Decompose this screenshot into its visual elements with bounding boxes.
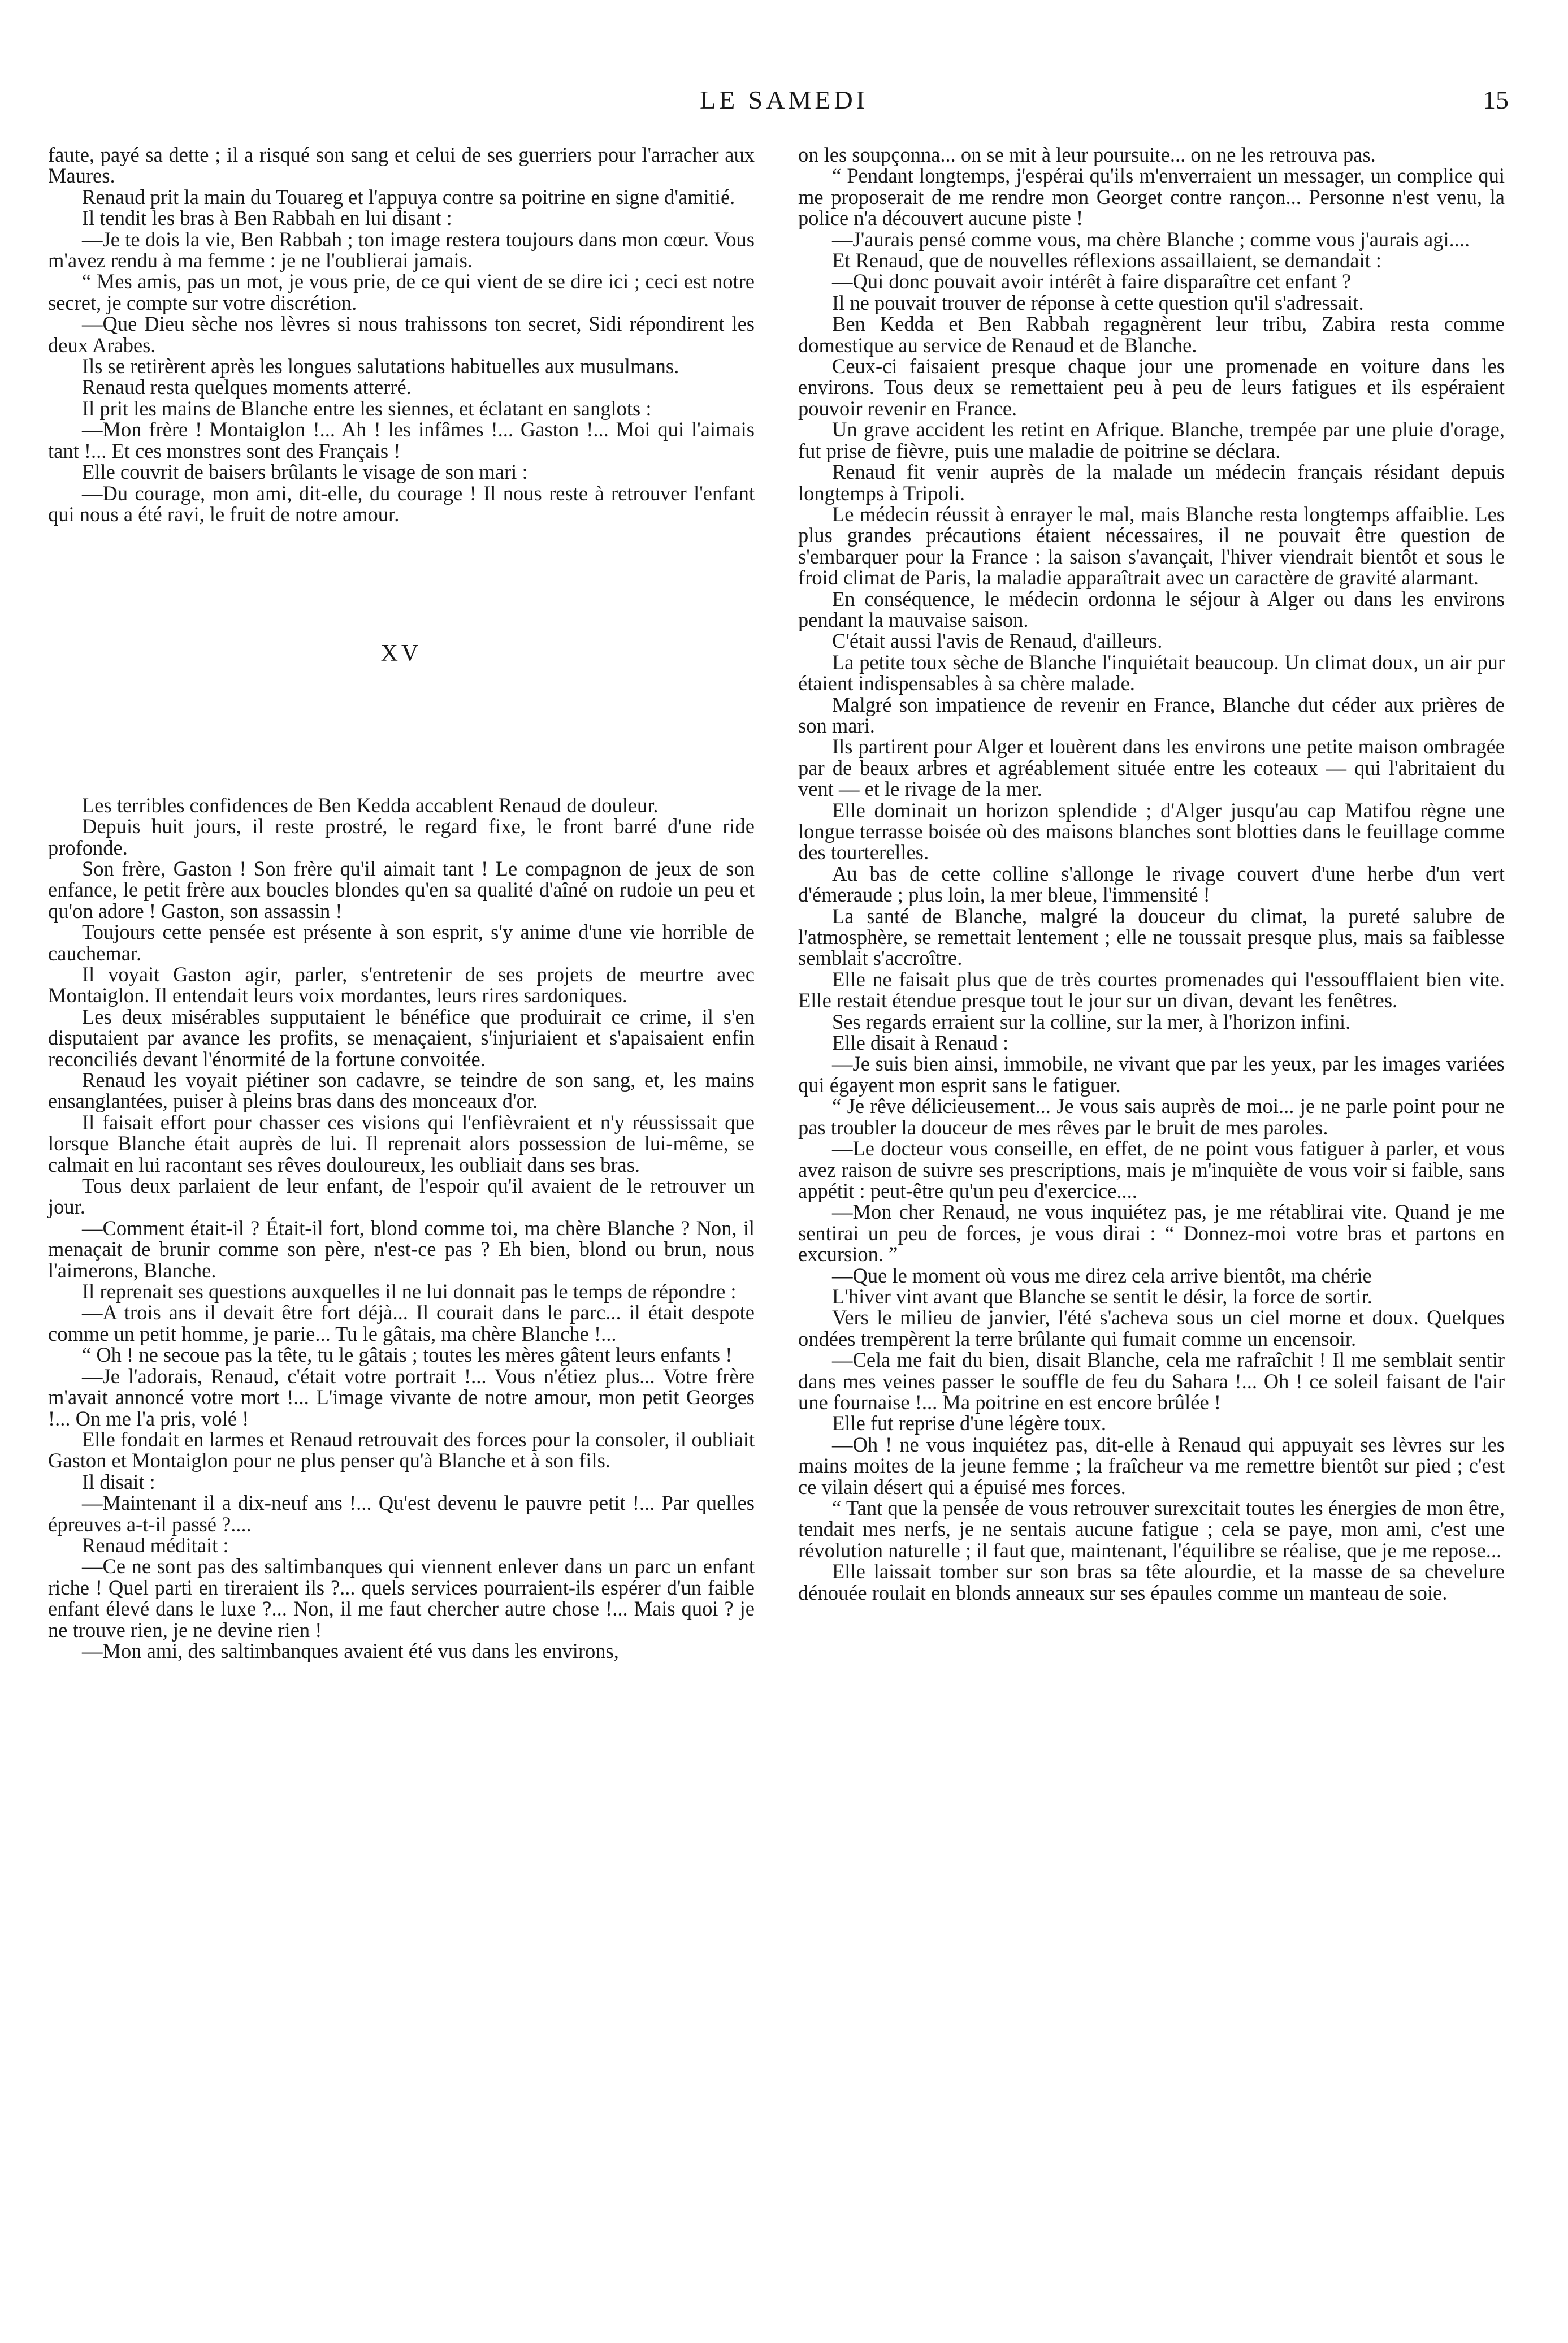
paragraph: Il disait : [82, 1470, 155, 1493]
page-number: 15 [1483, 85, 1509, 114]
paragraph: Elle laissait tomber sur son bras sa tête alourdie, et la masse de sa chevelure dénouée roulait en blonds anneaux sur ses épaules comme un manteau de soie. [798, 1560, 1505, 1604]
paragraph: —J'aurais pensé comme vous, ma chère Blanche ; comme vous j'aurais agi.... [832, 227, 1470, 251]
paragraph: “ Oh ! ne secoue pas la tête, tu le gâtais ; toutes les mères gâtent leurs enfants ! [82, 1343, 733, 1367]
left-column [48, 144, 755, 1661]
paragraph: Il reprenait ses questions auxquelles il ne lui donnait pas le temps de répondre : [82, 1280, 737, 1303]
paragraph: “ Tant que la pensée de vous retrouver surexcitait toutes les énergies de mon être, tendait mes nerfs, je ne sentais aucune fatigue ; cela se paye, mon ami, c'est une révolution naturelle ; il faut que, maintenant, l'équilibre se réalise, que je me repose... [798, 1496, 1505, 1562]
paragraph: —Mon frère ! Montaiglon !... Ah ! les infâmes !... Gaston !... Moi qui l'aimais tant !... Et ces monstres sont des Français ! [48, 418, 755, 462]
paragraph: Il voyait Gaston agir, parler, s'entretenir de ses projets de meurtre avec Montaiglon. Il entendait leurs voix mordantes, leurs rires sardoniques. [48, 962, 755, 1007]
paragraph: Renaud prit la main du Touareg et l'appuya contre sa poitrine en signe d'amitié. [82, 185, 735, 209]
paragraph: —Le docteur vous conseille, en effet, de ne point vous fatiguer à parler, et vous avez raison de suivre ses prescriptions, mais je m'inquiète de vous voir si faible, sans appétit : peut-être qu'un peu d'exercice.... [798, 1137, 1505, 1202]
paragraph: Il faisait effort pour chasser ces visions qui l'enfièvraient et n'y réussissait que lorsque Blanche était auprès de lui. Il reprenait alors possession de lui-même, se calmait en lui racontant ses rêves douloureux, les oubliait dans ses bras. [48, 1110, 755, 1176]
paragraph: Elle couvrit de baisers brûlants le visage de son mari : [82, 460, 528, 484]
paragraph: Un grave accident les retint en Afrique. Blanche, trempée par une pluie d'orage, fut prise de fièvre, puis une maladie de poitrine se déclara. [798, 418, 1505, 462]
paragraph: C'était aussi l'avis de Renaud, d'ailleurs. [832, 629, 1163, 653]
running-title: LE SAMEDI [699, 85, 869, 114]
paragraph: Son frère, Gaston ! Son frère qu'il aimait tant ! Le compagnon de jeux de son enfance, le petit frère aux boucles blondes qu'en sa qualité d'aîné on rudoie un peu et qu'on adore ! Gaston, son assassin ! [48, 856, 755, 923]
paragraph: Toujours cette pensée est présente à son esprit, s'y anime d'une vie horrible de cauchemar. [48, 920, 755, 965]
paragraph: —Je l'adorais, Renaud, c'était votre portrait !... Vous n'étiez plus... Votre frère m'avait annoncé votre mort !... L'image vivante de notre amour, mon petit Georges !... On me l'a pris, volé ! [48, 1364, 755, 1430]
paragraph: Renaud méditait : [82, 1533, 229, 1557]
paragraph: Elle fondait en larmes et Renaud retrouvait des forces pour la consoler, il oubliait Gaston et Montaiglon pour ne plus penser qu'à Blanche et à son fils. [48, 1427, 755, 1473]
paragraph: —Que le moment où vous me direz cela arrive bientôt, ma chérie [832, 1263, 1372, 1287]
chapter-heading: XV [380, 640, 422, 667]
paragraph: Elle fut reprise d'une légère toux. [832, 1411, 1106, 1435]
paragraph: —Oh ! ne vous inquiétez pas, dit-elle à Renaud qui appuyait ses lèvres sur les mains moites de la jeune femme ; la fraîcheur va me remettre bientôt sur pied ; c'est ce vilain désert qui a épuisé mes forces. [798, 1432, 1505, 1499]
paragraph: Malgré son impatience de revenir en France, Blanche dut céder aux prières de son mari. [798, 692, 1505, 737]
paragraph: Les deux misérables supputaient le bénéfice que produirait ce crime, il s'en disputaient par avance les profits, se menaçaient, s'injuriaient et s'apaisaient enfin reconciliés devant l'énormité de la fortune convoitée. [48, 1004, 755, 1071]
paragraph: —Je suis bien ainsi, immobile, ne vivant que par les yeux, par les images variées qui égayent mon esprit sans le fatiguer. [798, 1052, 1505, 1097]
paragraph: Elle ne faisait plus que de très courtes promenades qui l'essoufflaient bien vite. Elle restait étendue presque tout le jour sur un divan, devant les fenêtres. [798, 967, 1505, 1012]
paragraph: Ses regards erraient sur la colline, sur la mer, à l'horizon infini. [832, 1010, 1351, 1033]
paragraph: Elle disait à Renaud : [832, 1031, 1009, 1055]
paragraph: Vers le milieu de janvier, l'été s'acheva sous un ciel morne et doux. Quelques ondées trempèrent la terre brûlante qui fumait comme un encensoir. [798, 1306, 1505, 1350]
paragraph: “ Pendant longtemps, j'espérai qu'ils m'enverraient un messager, un complice qui me proposerait de me rendre mon Georget contre rançon... Personne n'est venu, la police n'a découvert aucune piste ! [798, 164, 1505, 230]
paragraph: Ceux-ci faisaient presque chaque jour une promenade en voiture dans les environs. Tous deux se remettaient peu à peu de leurs fatigues et ils espéraient pouvoir revenir en France. [798, 354, 1505, 420]
paragraph: Et Renaud, que de nouvelles réflexions assaillaient, se demandait : [832, 249, 1382, 272]
paragraph: Ils partirent pour Alger et louèrent dans les environs une petite maison ombragée par de beaux arbres et agréablement située entre les coteaux — qui l'abritaient du vent — et le rivage de la mer. [798, 735, 1505, 801]
paragraph: Il tendit les bras à Ben Rabbah en lui disant : [82, 206, 452, 230]
paragraph: Ils se retirèrent après les longues salutations habituelles aux musulmans. [82, 354, 679, 378]
paragraph: —Qui donc pouvait avoir intérêt à faire disparaître cet enfant ? [832, 270, 1352, 293]
paragraph: on les soupçonna... on se mit à leur poursuite... on ne les retrouva pas. [798, 143, 1376, 166]
paragraph: Au bas de cette colline s'allonge le rivage couvert d'une herbe d'un vert d'émeraude ; plus loin, la mer bleue, l'immensité ! [798, 861, 1505, 907]
paragraph: Renaud les voyait piétiner son cadavre, se teindre de son sang, et, les mains ensanglantées, puiser à pleins bras dans des monceaux d'or. [48, 1068, 755, 1113]
paragraph: Tous deux parlaient de leur enfant, de l'espoir qu'il avaient de le retrouver un jour. [48, 1174, 755, 1219]
paragraph: Ben Kedda et Ben Rabbah regagnèrent leur tribu, Zabira resta comme domestique au service de Renaud et de Blanche. [798, 312, 1505, 357]
paragraph: —Cela me fait du bien, disait Blanche, cela me rafraîchit ! Il me semblait sentir dans mes veines passer le souffle de feu du Sahara !... Oh ! ce soleil faisant de l'air une fournaise !... Ma poitrine en est encore brûlée ! [798, 1348, 1505, 1414]
paragraph: Il prit les mains de Blanche entre les siennes, et éclatant en sanglots : [82, 396, 652, 420]
paragraph: —Je te dois la vie, Ben Rabbah ; ton image restera toujours dans mon cœur. Vous m'avez rendu à ma femme : je ne l'oublierai jamais. [48, 227, 755, 272]
page-header [48, 85, 1520, 130]
paragraph: Renaud fit venir auprès de la malade un médecin français résidant depuis longtemps à Tripoli. [798, 460, 1505, 505]
paragraph: La santé de Blanche, malgré la douceur du climat, la pureté salubre de l'atmosphère, se remettait lentement ; elle ne toussait presque plus, mais sa faiblesse semblait s'accroître. [798, 904, 1505, 970]
paragraph: faute, payé sa dette ; il a risqué son sang et celui de ses guerriers pour l'arracher aux Maures. [48, 143, 755, 188]
left-paragraphs-after [48, 795, 755, 1662]
left-paragraphs-before [48, 144, 755, 525]
paragraph: Renaud resta quelques moments atterré. [82, 375, 412, 399]
right-paragraphs [798, 144, 1505, 1603]
paragraph: Elle dominait un horizon splendide ; d'Alger jusqu'au cap Matifou règne une longue terrasse boisée où des maisons blanches sont blotties dans le feuillage comme des tourterelles. [798, 798, 1505, 864]
paragraph: —Ce ne sont pas des saltimbanques qui viennent enlever dans un parc un enfant riche ! Quel parti en tireraient ils ?... quels services pourraient-ils espérer d'un faible enfant élevé dans le luxe ?... Non, il me faut chercher autre chose !... Mais quoi ? je ne trouve rien, je ne devine rien ! [48, 1554, 755, 1642]
paragraph: La petite toux sèche de Blanche l'inquiétait beaucoup. Un climat doux, un air pur étaient indispensables à sa chère malade. [798, 650, 1505, 695]
paragraph: —Comment était-il ? Était-il fort, blond comme toi, ma chère Blanche ? Non, il menaçait de brunir comme son père, n'est-ce pas ? Eh bien, blond ou brun, nous l'aimerons, Blanche. [48, 1216, 755, 1282]
paragraph: Les terribles confidences de Ben Kedda accablent Renaud de douleur. [82, 793, 659, 817]
paragraph: Il ne pouvait trouver de réponse à cette question qu'il s'adressait. [832, 291, 1364, 314]
paragraph: —Que Dieu sèche nos lèvres si nous trahissons ton secret, Sidi répondirent les deux Arabes. [48, 312, 755, 357]
paragraph: Depuis huit jours, il reste prostré, le regard fixe, le front barré d'une ride profonde. [48, 815, 755, 859]
paragraph: —A trois ans il devait être fort déjà... Il courait dans le parc... il était despote comme un petit homme, je parie... Tu le gâtais, ma chère Blanche !... [48, 1301, 755, 1345]
right-column [798, 144, 1505, 1603]
paragraph: —Maintenant il a dix-neuf ans !... Qu'est devenu le pauvre petit !... Par quelles épreuves a-t-il passé ?.... [48, 1491, 755, 1536]
paragraph: “ Je rêve délicieusement... Je vous sais auprès de moi... je ne parle point pour ne pas troubler la douceur de mes rêves par le bruit de mes paroles. [798, 1094, 1505, 1139]
paragraph: —Du courage, mon ami, dit-elle, du courage ! Il nous reste à retrouver l'enfant qui nous a été ravi, le fruit de notre amour. [48, 481, 755, 526]
paragraph: En conséquence, le médecin ordonna le séjour à Alger ou dans les environs pendant la mauvaise saison. [798, 587, 1505, 631]
paragraph: L'hiver vint avant que Blanche se sentit le désir, la force de sortir. [832, 1284, 1372, 1308]
paragraph: —Mon ami, des saltimbanques avaient été vus dans les environs, [82, 1639, 619, 1662]
paragraph: —Mon cher Renaud, ne vous inquiétez pas, je me rétablirai vite. Quand je me sentirai un peu de forces, je vous dirai : “ Donnez-moi votre bras et partons en excursion. ” [798, 1200, 1505, 1266]
paragraph: Le médecin réussit à enrayer le mal, mais Blanche resta longtemps affaiblie. Les plus grandes précautions étaient nécessaires, il ne pouvait être question de s'embarquer pour la France : la saison s'avançait, l'hiver viendrait bientôt et sous le froid climat de Paris, la maladie apparaîtrait avec un caractère de gravité alarmant. [798, 502, 1505, 590]
paragraph: “ Mes amis, pas un mot, je vous prie, de ce qui vient de se dire ici ; ceci est notre secret, je compte sur votre discrétion. [48, 270, 755, 314]
